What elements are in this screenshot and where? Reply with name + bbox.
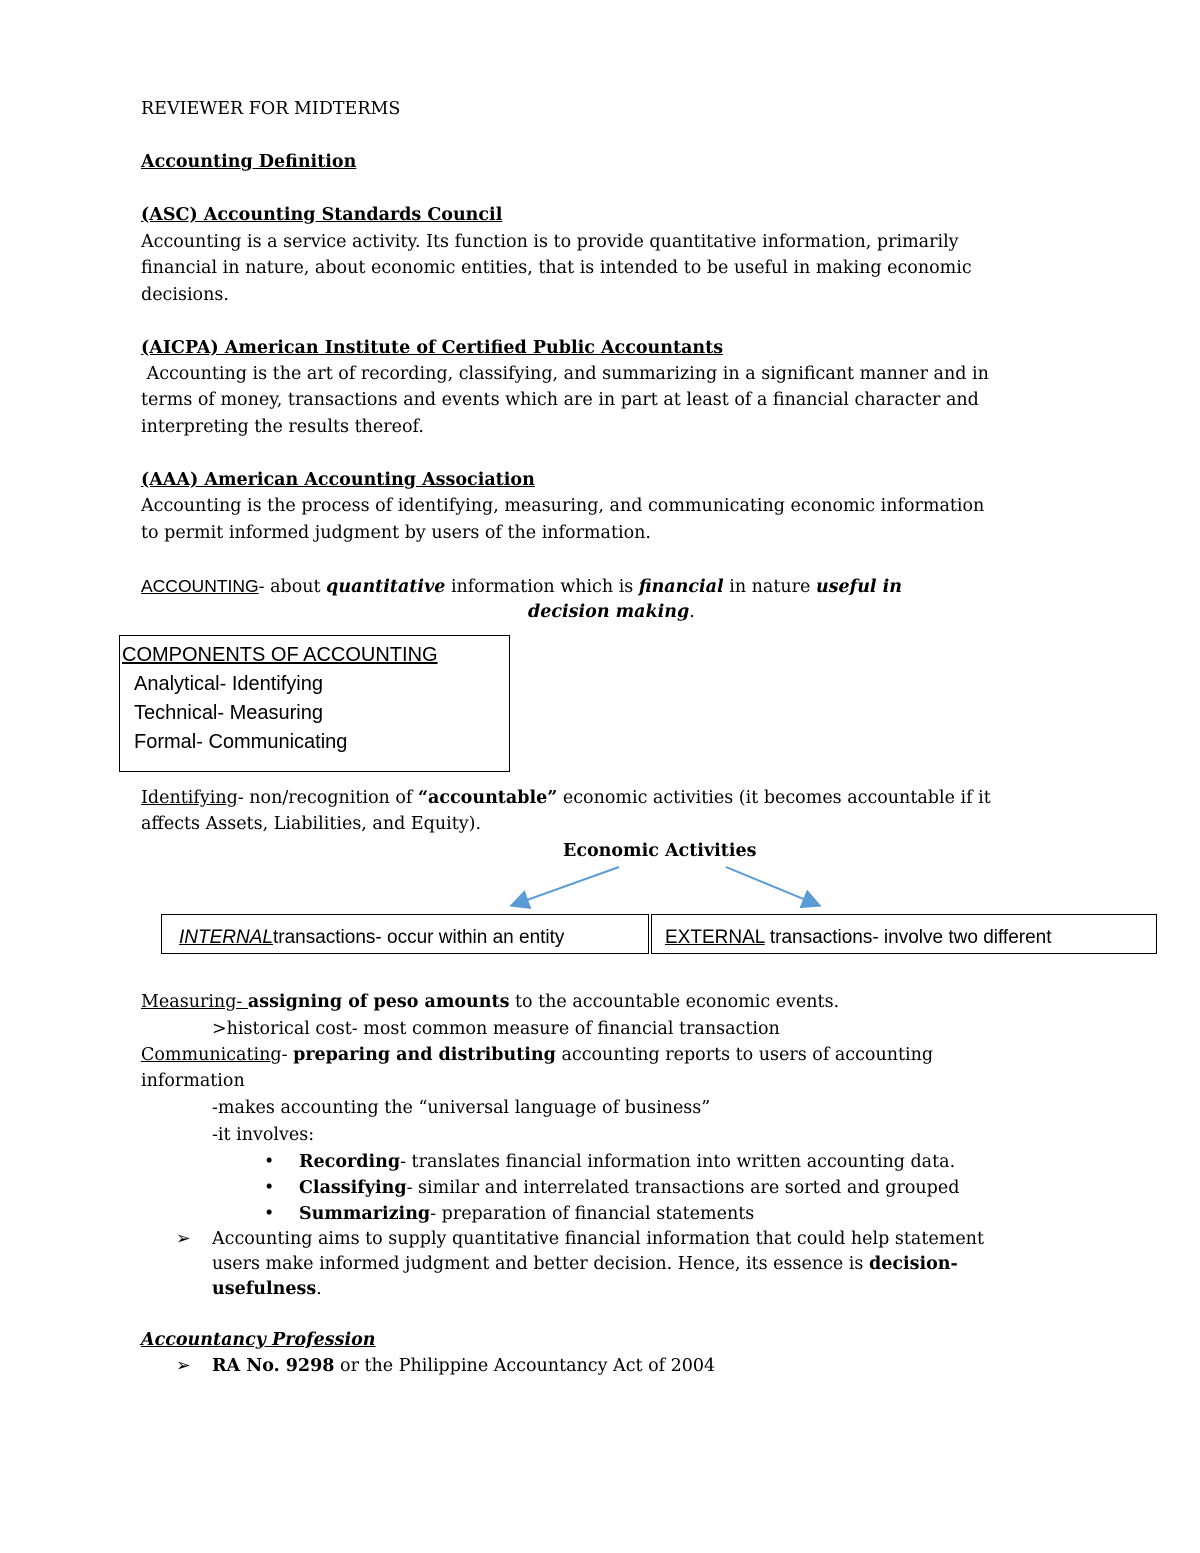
bullet-dot-icon: • <box>264 1178 275 1198</box>
measuring-sub: >historical cost- most common measure of financial transaction <box>212 1019 780 1039</box>
internal-transactions: INTERNALtransactions- occur within an entity <box>179 927 565 948</box>
bullet-item: Classifying- similar and interrelated transactions are sorted and grouped <box>299 1178 960 1198</box>
measuring-line: Measuring- assigning of peso amounts to the accountable economic events. <box>141 992 840 1012</box>
bullet-item: Recording- translates financial information into written accounting data. <box>299 1152 956 1172</box>
aicpa-line: terms of money, transactions and events which are in part at least of a financial character and <box>141 390 979 410</box>
component-item: Formal- Communicating <box>134 731 348 753</box>
arrow-bullet-icon: ➢ <box>176 1229 191 1249</box>
ra-line: RA No. 9298 or the Philippine Accountancy Act of 2004 <box>212 1356 716 1376</box>
communicating-line: Communicating- preparing and distributing accounting reports to users of accounting <box>141 1045 934 1065</box>
communicating-sub: -it involves: <box>212 1125 315 1145</box>
external-transactions: EXTERNAL transactions- involve two different <box>665 927 1052 948</box>
bullet-dot-icon: • <box>264 1204 275 1224</box>
page-title: REVIEWER FOR MIDTERMS <box>141 99 401 119</box>
profession-heading: Accountancy Profession <box>141 1330 376 1350</box>
asc-line: decisions. <box>141 285 229 305</box>
component-item: Analytical- Identifying <box>134 673 323 695</box>
asc-line: financial in nature, about economic entities, that is intended to be useful in making economic <box>141 258 972 278</box>
asc-heading: (ASC) Accounting Standards Council <box>141 205 503 225</box>
economic-activities-heading: Economic Activities <box>563 841 757 861</box>
accounting-summary-cont: decision making. <box>528 602 695 622</box>
aicpa-line: interpreting the results thereof. <box>141 417 424 437</box>
aim-line: Accounting aims to supply quantitative financial information that could help statement <box>212 1229 984 1249</box>
aicpa-line: Accounting is the art of recording, classifying, and summarizing in a significant manner and in <box>141 364 989 384</box>
components-heading: COMPONENTS OF ACCOUNTING <box>122 644 438 666</box>
bullet-dot-icon: • <box>264 1152 275 1172</box>
arrow-bullet-icon: ➢ <box>176 1356 191 1376</box>
aim-line: users make informed judgment and better decision. Hence, its essence is decision- <box>212 1254 958 1274</box>
communicating-sub: -makes accounting the “universal language of business” <box>212 1098 711 1118</box>
identifying-line: Identifying- non/recognition of “accountable” economic activities (it becomes accountable if it <box>141 788 991 808</box>
identifying-line-2: affects Assets, Liabilities, and Equity). <box>141 814 482 834</box>
arrow-left <box>513 867 619 905</box>
asc-line: Accounting is a service activity. Its function is to provide quantitative information, primarily <box>141 232 959 252</box>
communicating-line-2: information <box>141 1071 245 1091</box>
accounting-term: ACCOUNTING <box>141 576 259 596</box>
aaa-line: to permit informed judgment by users of the information. <box>141 523 651 543</box>
bullet-item: Summarizing- preparation of financial statements <box>299 1204 755 1224</box>
component-item: Technical- Measuring <box>134 702 323 724</box>
aim-line: usefulness. <box>212 1279 322 1299</box>
accounting-summary: ACCOUNTING- about quantitative information which is financial in nature useful in <box>141 576 903 597</box>
aaa-line: Accounting is the process of identifying, measuring, and communicating economic information <box>141 496 985 516</box>
section-heading: Accounting Definition <box>141 152 357 172</box>
aicpa-heading: (AICPA) American Institute of Certified Public Accountants <box>141 338 724 358</box>
aaa-heading: (AAA) American Accounting Association <box>141 470 535 490</box>
arrow-right <box>726 867 818 905</box>
